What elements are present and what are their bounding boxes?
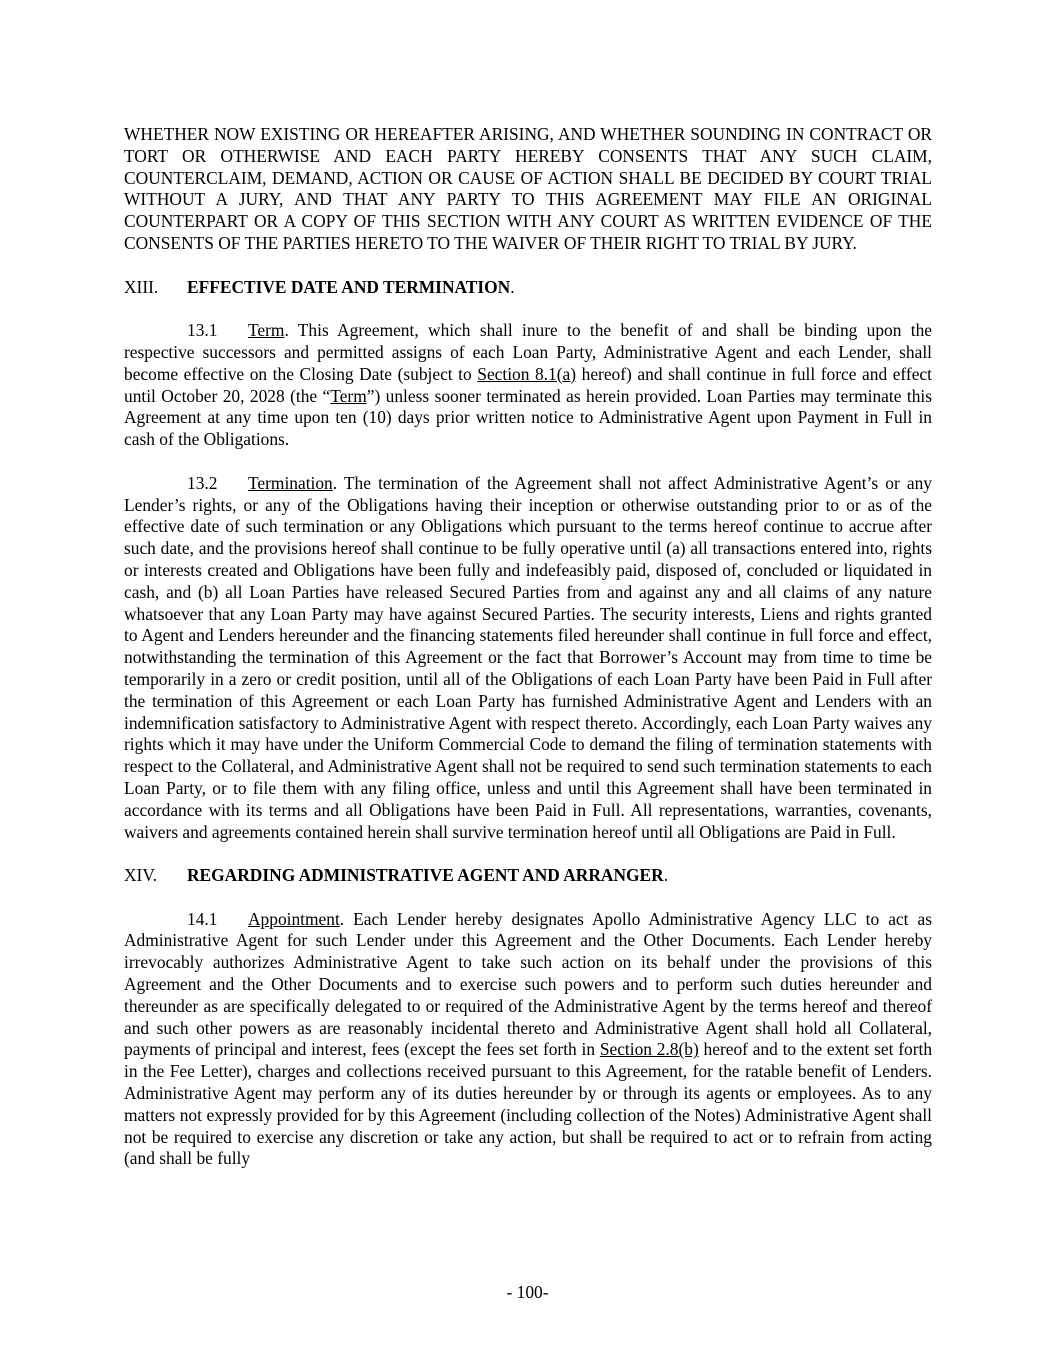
section-caption: Term [248,320,285,341]
heading-period: . [510,276,515,297]
section-number: 13.1 [187,320,218,341]
section-caption: Appointment [248,908,340,929]
section-13-2-paragraph [124,473,932,844]
article-title: REGARDING ADMINISTRATIVE AGENT AND ARRANGER [187,865,664,886]
section-cross-reference: Section 8.1(a) [477,363,577,384]
section-text: . This Agreement, which shall inure to the benefit of and shall be binding upon the respective successors and permitted assigns of each Loan Party, Administrative Agent and each Lender, shall become effective on the Closing Date (subject to [124,320,932,384]
section-text: hereof) and shall continue in full force and effect until October 20, 2028 (the “ [124,363,932,406]
page-number: - 100- [506,1282,549,1302]
article-title: EFFECTIVE DATE AND TERMINATION [187,276,511,297]
section-text: . The termination of the Agreement shall not affect Administrative Agent’s or any Lender’s rights, or any of the Obligations having their inception or otherwise outstanding prior to or as of the effective date of such termination or any Obligations which pursuant to the terms hereof continue to accrue after such date, and the provisions hereof shall continue to be fully operative until (a) all transactions entered into, rights or interests created and Obligations have been fully and indefeasibly paid, disposed of, concluded or liquidated in cash, and (b) all Loan Parties have released Secured Parties from and against any and all claims of any nature whatsoever that any Loan Party may have against Secured Parties. The security interests, Liens and rights granted to Agent and Lenders hereunder and the financing statements filed hereunder shall continue in full force and effect, notwithstanding the termination of this Agreement or the fact that Borrower’s Account may from time to time be temporarily in a zero or credit position, until all of the Obligations of each Loan Party have been Paid in Full after the termination of this Agreement or each Loan Party has furnished Administrative Agent and Lenders with an indemnification satisfactory to Administrative Agent with respect thereto. Accordingly, each Loan Party waives any rights which it may have under the Uniform Commercial Code to demand the filing of termination statements with respect to the Collateral, and Administrative Agent shall not be required to send such termination statements to each Loan Party, or to file them with any filing office, unless and until this Agreement shall have been terminated in accordance with its terms and all Obligations have been Paid in Full. All representations, warranties, covenants, waivers and agreements contained herein shall survive termination hereof until all Obligations are Paid in Full. [124,472,932,842]
defined-term: Term [330,385,367,406]
document-page [124,124,932,1170]
heading-period: . [663,865,669,886]
article-xiii-heading [124,277,932,299]
article-xiv-heading [124,865,932,887]
jury-waiver-paragraph: WHETHER NOW EXISTING OR HEREAFTER ARISING, AND WHETHER SOUNDING IN CONTRACT OR TORT OR OTHERWISE AND EACH PARTY HEREBY CONSENTS THAT ANY SUCH CLAIM, COUNTERCLAIM, DEMAND, ACTION OR CAUSE OF ACTION SHALL BE DECIDED BY COURT TRIAL WITHOUT A JURY, AND THAT ANY PARTY TO THIS AGREEMENT MAY FILE AN ORIGINAL COUNTERPART OR A COPY OF THIS SECTION WITH ANY COURT AS WRITTEN EVIDENCE OF THE CONSENTS OF THE PARTIES HERETO TO THE WAIVER OF THEIR RIGHT TO TRIAL BY JURY. [124,124,932,253]
section-text: . Each Lender hereby designates Apollo Administrative Agency LLC to act as Administrative Agent for such Lender under this Agreement and the Other Documents. Each Lender hereby irrevocably authorizes Administrative Agent to take such action on its behalf under the provisions of this Agreement and the Other Documents and to exercise such powers and to perform such duties hereunder and thereunder as are specifically delegated to or required of the Administrative Agent by the terms hereof and thereof and such other powers as are reasonably incidental thereto and Administrative Agent shall hold all Collateral, payments of principal and interest, fees (except the fees set forth in [124,908,932,1060]
section-14-1-paragraph [124,909,932,1171]
section-cross-reference: Section 2.8(b) [599,1039,699,1060]
section-text: ”) unless sooner terminated as herein provided. Loan Parties may terminate this Agreement at any time upon ten (10) days prior written notice to Administrative Agent upon Payment in Full in cash of the Obligations. [124,385,932,450]
article-number: XIII. [124,276,159,297]
section-text: hereof and to the extent set forth in the Fee Letter), charges and collections received pursuant to this Agreement, for the ratable benefit of Lenders. Administrative Agent may perform any of its duties hereunder by or through its agents or employees. As to any matters not expressly provided for by this Agreement (including collection of the Notes) Administrative Agent shall not be required to exercise any discretion or take any action, but shall be required to act or to refrain from acting (and shall be fully [124,1039,933,1169]
section-13-1-paragraph [124,320,932,451]
article-number: XIV. [124,865,158,886]
section-number: 14.1 [187,908,218,929]
section-number: 13.2 [187,472,218,493]
section-caption: Termination [248,472,333,493]
